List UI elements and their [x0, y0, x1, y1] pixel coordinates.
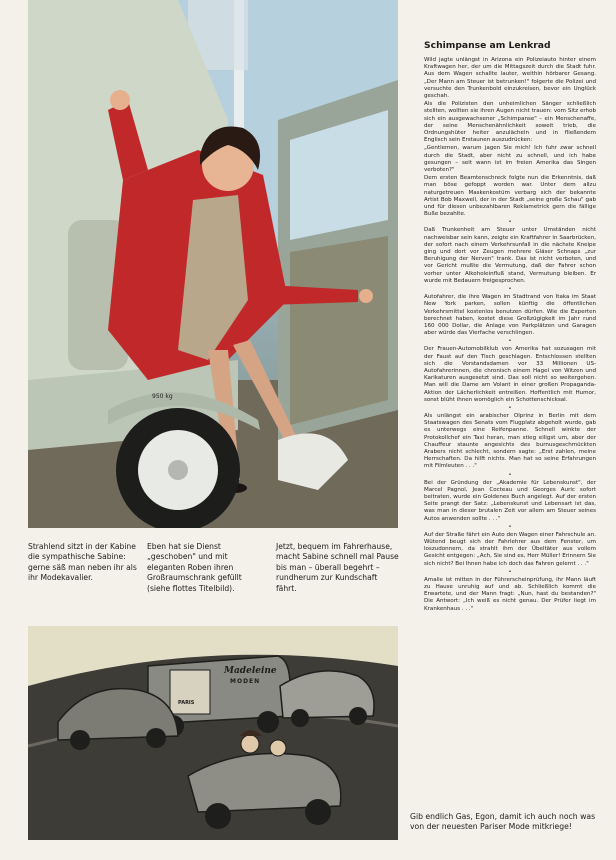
photo-caption-2: Eben hat sie Dienst „geschoben" und mit eleganten Roben ihren Großraumschrank gefüllt (siehe flottes Titelbild).: [147, 542, 242, 593]
weight-plate: 950 kg: [152, 393, 173, 400]
article-paragraph: Bei der Gründung der „Akademie für Lebenskunst", der Marcel Pagnol, Jean Cocteau und Georges Auric sofort beitraten, wurde ein Goldenes Buch angelegt. Auf der ersten Seite prangt der Satz: „Lebenskunst und Lebensart ist das, was man in dieser brutalen Zeit vor allem am Steuer seines Autos anwenden sollte . . .": [424, 479, 596, 522]
article-paragraph: Autofahrer, die ihre Wagen im Stadtrand von Itaka im Staat New York parken, sollen künftig die öffentlichen Verkehrsmittel kostenlos benutzen dürfen. Wie die Experten berechnet haben, kostet diese Großzügigkeit im Jahr rund 160 000 Dollar, die Anlage von Parkplätzen und Garagen aber würde das Vierfache verschlingen.: [424, 294, 596, 337]
article-paragraph: Als die Polizisten den unheimlichen Sänger schließlich stellten, wollten sie ihren Augen nicht trauen: vom Sitz erhob sich ein ausgewachsener „Schimpanse" – ein Menschenaffe, der seine Menschenähnlichkeit soweit trieb, die Ordnungshüter heiter anzulächeln und in fließendem Englisch sein Erstaunen auszudrücken:: [424, 101, 596, 144]
article-headline: Schimpanse am Lenkrad: [424, 40, 551, 51]
separator-dot: •: [508, 568, 512, 575]
separator-dot: •: [508, 338, 512, 345]
separator-dot: •: [508, 404, 512, 411]
cartoon-caption: Gib endlich Gas, Egon, damit ich auch noch was von der neuesten Pariser Mode mitkriege!: [410, 812, 596, 832]
van-poster: PARIS: [178, 700, 195, 706]
separator-dot: •: [508, 219, 512, 226]
photo-woman-in-vw-bus: [28, 0, 398, 528]
van-brand: Madeleine: [224, 666, 277, 676]
separator-dot: •: [508, 523, 512, 530]
photo-illustration: [28, 0, 398, 528]
photo-caption-1: Strahlend sitzt in der Kabine die sympathische Sabine: gerne säß man neben ihr als ihr Modekavalier.: [28, 542, 137, 583]
separator-dot: •: [508, 471, 512, 478]
article-column: [424, 40, 596, 613]
cartoon-drawing: [28, 626, 398, 840]
article-paragraph: Amalie ist mitten in der Führerscheinprüfung, ihr Mann läuft zu Hause unruhig auf und ab. Schließlich kommt die Erwartete, und der Mann fragt: „Nun, hast du bestanden?" Die Antwort: „Ich weiß es nicht genau. Der Prüfer liegt im Krankenhaus . . .": [424, 576, 596, 612]
van-line2: MODEN: [230, 678, 261, 685]
cartoon-illustration: [28, 626, 398, 840]
article-paragraph: Auf der Straße fährt ein Auto den Wagen einer Fahrschule an. Wütend beugt sich der Fahrlehrer aus dem Fenster, um loszudonnern, da strahlt ihm der Übeltäter aus vollem Gesicht entgegen: „Ach, Sie sind es, Herr Müller! Erinnern Sie sich nicht? Bei Ihnen habe ich doch das Fahren gelernt . . .": [424, 531, 596, 567]
article-paragraph: Wild jagte unlängst in Arizona ein Polizeiauto hinter einem Kraftwagen her, der um die Mittagszeit durch die Stadt fuhr. Aus dem Wagen schallte lauter, weithin hörbarer Gesang. „Der Mann am Steuer ist betrunken!" folgerte die Polizei und versuchte den Trunkenbold einzukreisen, bevor ein Unglück geschah.: [424, 57, 596, 100]
article-paragraph: Dem ersten Beamtenschreck folgte nun die Erkenntnis, daß man böse gefoppt worden war. Unter dem allzu naturgetreuen Maskenkostüm verbarg sich der bekannte Artist Bob Maxwell, der in der Stadt „seine große Schau" gab und für diesen unbezahlbaren Reklametrick gern die fällige Buße bezahlte.: [424, 175, 596, 218]
article-paragraph: Der Frauen-Automobilklub von Amerika hat sozusagen mit der Faust auf den Tisch geschlagen. Entschlossen stellten sich die Vorstandsdamen vor 33 Millionen US-Autofahrerinnen, die chronisch einem Hagel von Witzen und Karikaturen ausgesetzt sind. Das soll nicht so weitergehen. Man will die Dame am Volant in einer großen Propaganda-Aktion der Lächerlichkeit entreißen. Hoffentlich mit Humor, sonst blüht ihnen womöglich ein Schottenschicksal.: [424, 346, 596, 403]
article-paragraph: „Gentlemen, warum jagen Sie mich! Ich fuhr zwar schnell durch die Stadt, aber nicht zu schnell, und ich habe gesungen – seit wann ist im freien Amerika das Singen verboten?": [424, 145, 596, 174]
photo-caption-3: Jetzt, bequem im Fahrerhause, macht Sabine schnell mal Pause bis man – überall begehrt – rundherum zur Kundschaft fährt.: [276, 542, 399, 593]
article-paragraph: Daß Trunkenheit am Steuer unter Umständen nicht nachweisbar sein kann, zeigte ein Kraftfahrer in Saarbrücken, der sofort nach einem Verkehrsunfall in die nächste Kneipe ging und dort vor Zeugen mehrere Gläser Schnaps „zur Beruhigung der Nerven" trank. Das ist nicht verboten, und vor Gericht mußte die Vermutung, daß der Fahrer schon vorher unter Alkoholeinfluß stand, Vermutung bleiben. Er wurde mit Bedauern freigesprochen.: [424, 227, 596, 284]
article-paragraph: Als unlängst ein arabischer Olprinz in Berlin mit dem Staatswagen des Senats vom Flugplatz abgeholt wurde, gab es unterwegs eine Reifenpanne. Schnell winkte der Protokollchef ein Taxi heran, man stieg eiligst um, aber der Chauffeur staunte angesichts des burnusgeschmückten Arabers nicht schlecht, sondern sagte: „Erst zahlen, meine Herrschaften. Da hilft nichts. Man hat so seine Erfahrungen mit Filmleuten . . .": [424, 412, 596, 470]
separator-dot: •: [508, 286, 512, 293]
